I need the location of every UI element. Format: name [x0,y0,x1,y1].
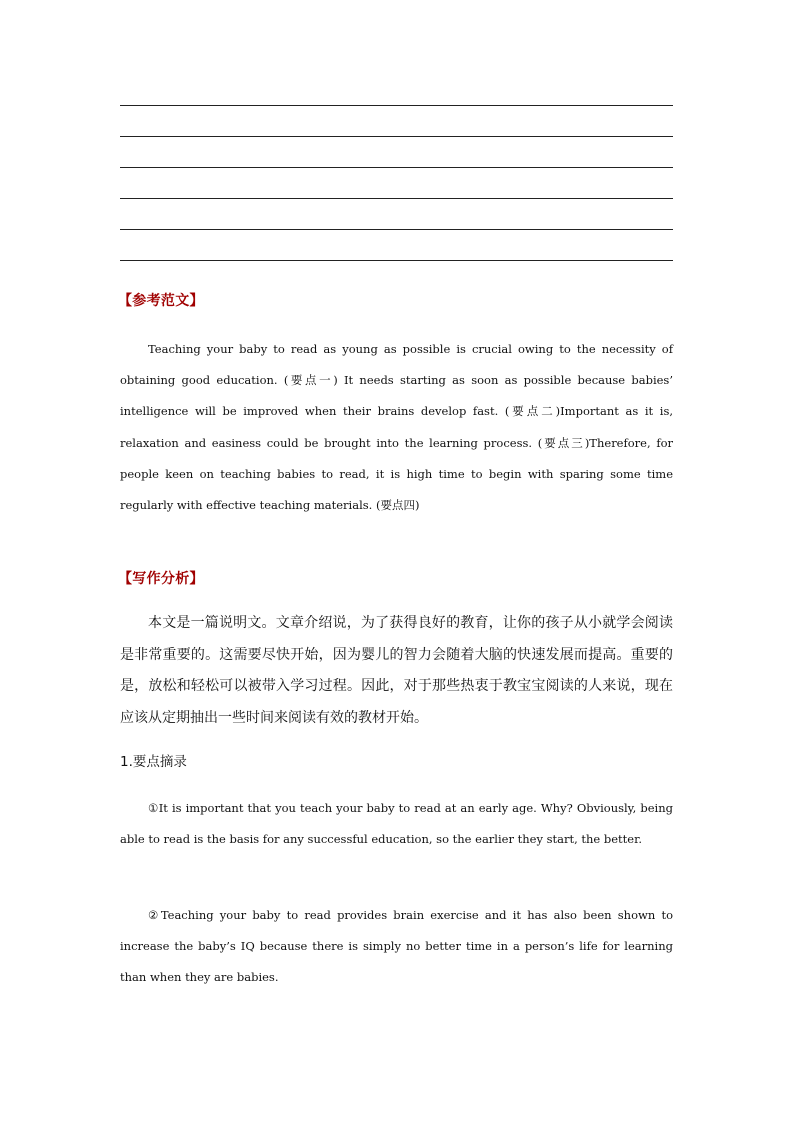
key-point-1: ①It is important that you teach your baby to read at an early age. Why? Obviously, being able to read is the basis for any successful education, so the earlier they start, the better. [120,801,673,847]
model-essay-text: Teaching your baby to read as young as possible is crucial owing to the necessity of obtaining good education. (要点一) It needs starting as soon as possible because babies’ intelligence will be improved when their brains develop fast. (要点二)Important as it is, relaxation and easiness could be brought into the learning process. (要点三)Therefore, for people keen on teaching babies to read, it is high time to begin with sparing some time regularly with effective teaching materials. (要点四) [120,342,673,513]
answer-line [120,105,673,106]
answer-line [120,167,673,168]
answer-lines [120,105,673,261]
key-point-2: ②Teaching your baby to read provides brain exercise and it has also been shown to increase the baby’s IQ because there is simply no better time in a person’s life for learning than when they are babies. [120,908,673,985]
writing-analysis-heading: 【写作分析】 [118,571,204,587]
answer-line [120,136,673,137]
answer-line [120,198,673,199]
answer-line [120,260,673,261]
answer-line [120,229,673,230]
model-essay-heading: 【参考范文】 [118,293,204,309]
key-points-title: 1.要点摘录 [120,754,187,770]
writing-analysis-text: 本文是一篇说明文。文章介绍说，为了获得良好的教育，让你的孩子从小就学会阅读是非常重要的。这需要尽快开始，因为婴儿的智力会随着大脑的快速发展而提高。重要的是，放松和轻松可以被带入学习过程。因此，对于那些热衷于教宝宝阅读的人来说，现在应该从定期抽出一些时间来阅读有效的教材开始。 [120,615,673,726]
